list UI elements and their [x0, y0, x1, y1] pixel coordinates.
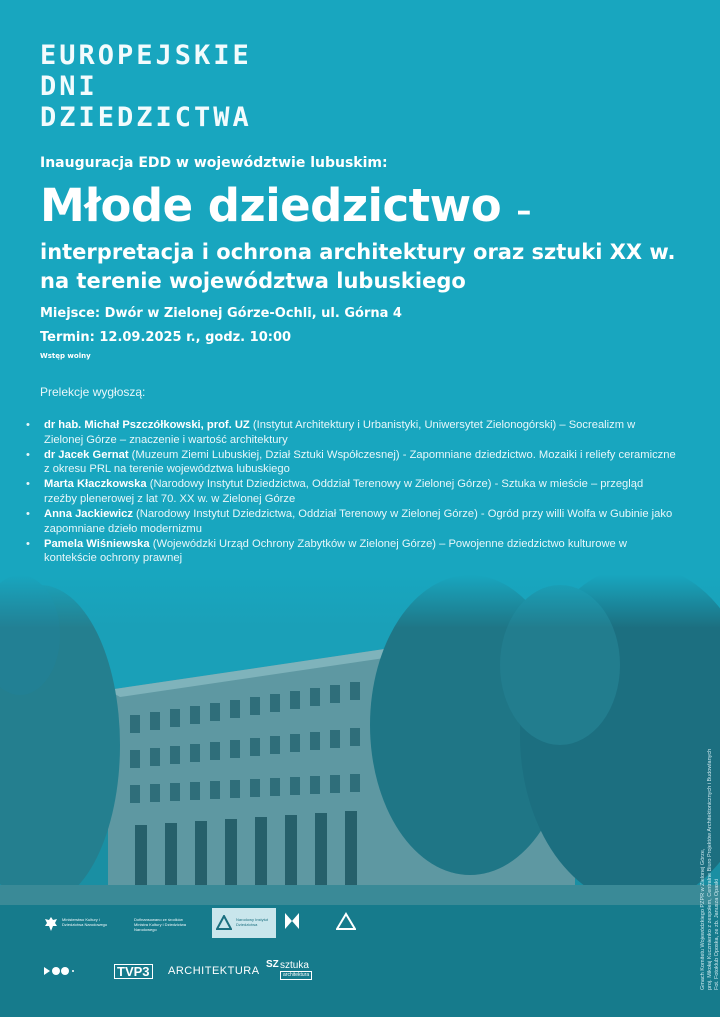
- speaker-name: dr Jacek Gernat: [44, 448, 129, 461]
- subtitle: interpretacja i ochrona architektury oraz sztuki XX w. na terenie województwa lubuskiego: [40, 240, 676, 293]
- event-place: Miejsce: Dwór w Zielonej Górze-Ochli, ul. Górna 4: [40, 306, 402, 321]
- credit-line-1: Gmach Komitetu Wojewódzkiego PZPR w Zielonej Górze,: [700, 848, 706, 990]
- speaker-name: Anna Jackiewicz: [44, 508, 133, 521]
- edd-logo: [40, 40, 300, 133]
- photo-credit: [700, 749, 720, 990]
- logo-line-3: DZIEDZICTWA: [40, 102, 252, 133]
- dots-logo: [44, 966, 74, 976]
- tvp3-logo: TVP3: [114, 964, 153, 979]
- sztuka-word: sztuka: [280, 960, 309, 971]
- speaker-talk: (Instytut Architektury i Urbanistyki, Uniwersytet Zielonogórski) – Socrealizm w Zielonej Górze – znaczenie i wartość architektury: [44, 419, 636, 446]
- sztuka-box: architektura: [280, 971, 312, 980]
- list-item: [26, 477, 676, 506]
- logo-line-1: EUROPEJSKIE: [40, 40, 252, 71]
- bullet: •: [26, 508, 30, 521]
- partner-logo-2: [336, 912, 356, 932]
- credit-line-3: Fot. Fotoklub Oposka, ze zb. Janusza Opaski: [714, 879, 720, 990]
- inauguration-text: Inauguracja EDD w województwie lubuskim:: [40, 155, 388, 171]
- nid-logo-text: Narodowy Instytut Dziedzictwa: [236, 917, 269, 927]
- funding-text: Dofinansowano ze środków Ministra Kultury i Dziedzictwa Narodowego: [134, 917, 187, 932]
- speaker-talk: (Narodowy Instytut Dziedzictwa, Oddział Terenowy w Zielonej Górze) - Ogród przy willi Wolfa w Gubinie jako zapomniane dzieło modernizmu: [44, 508, 673, 535]
- ministry-logo-text: Ministerstwo Kultury i Dziedzictwa Narodowego: [62, 917, 108, 927]
- sztuka-mark: SZ: [266, 959, 279, 970]
- speaker-name: dr hab. Michał Pszczółkowski, prof. UZ: [44, 419, 250, 431]
- speaker-talk: (Muzeum Ziemi Lubuskiej, Dział Sztuki Współczesnej) - Zapomniane dziedzictwo. Mozaiki i reliefy ceramiczne z okresu PRL na terenie województwa lubuskiego: [44, 448, 676, 476]
- speaker-talk: (Narodowy Instytut Dziedzictwa, Oddział Terenowy w Zielonej Górze) - Sztuka w mieście – przegląd rzeźby plenerowej z lat 70. XX w. w Zielonej Górze: [44, 478, 644, 505]
- sztuka-logo: [280, 960, 312, 980]
- eagle-icon: [44, 916, 58, 932]
- speaker-talk: (Wojewódzki Urząd Ochrony Zabytków w Zielonej Górze) – Powojenne dziedzictwo kulturowe w kontekście ochrony prawnej: [44, 537, 627, 565]
- bullet: •: [26, 537, 30, 550]
- entry-info: Wstęp wolny: [40, 352, 91, 360]
- speakers-list: [26, 418, 676, 566]
- list-item: [26, 507, 676, 536]
- title-dash: –: [516, 194, 531, 229]
- lectures-heading: Prelekcje wygłoszą:: [40, 385, 146, 399]
- logo-line-2: DNI: [40, 71, 98, 102]
- speaker-name: Pamela Wiśniewska: [44, 537, 150, 550]
- list-item: [26, 448, 676, 477]
- event-term: Termin: 12.09.2025 r., godz. 10:00: [40, 330, 292, 345]
- architektura-logo: ARCHITEKTURA: [168, 965, 260, 977]
- speaker-name: Marta Kłaczkowska: [44, 478, 147, 491]
- main-title: [40, 178, 531, 240]
- list-item: [26, 537, 676, 566]
- bullet: •: [26, 448, 30, 461]
- list-item: [26, 418, 676, 447]
- credit-line-2: proj. Mikołaj Kuczmienko z zespołem, Centralne Biuro Projektów Architektonicznych i Budowlanych: [707, 748, 713, 990]
- nid-logo-box: [212, 908, 276, 938]
- main-title-text: Młode dziedzictwo: [40, 179, 502, 232]
- sponsor-logos: [40, 900, 370, 990]
- partner-icon: [284, 912, 300, 930]
- nid-icon: [216, 915, 232, 931]
- bullet: •: [26, 478, 30, 491]
- bullet: •: [26, 419, 30, 431]
